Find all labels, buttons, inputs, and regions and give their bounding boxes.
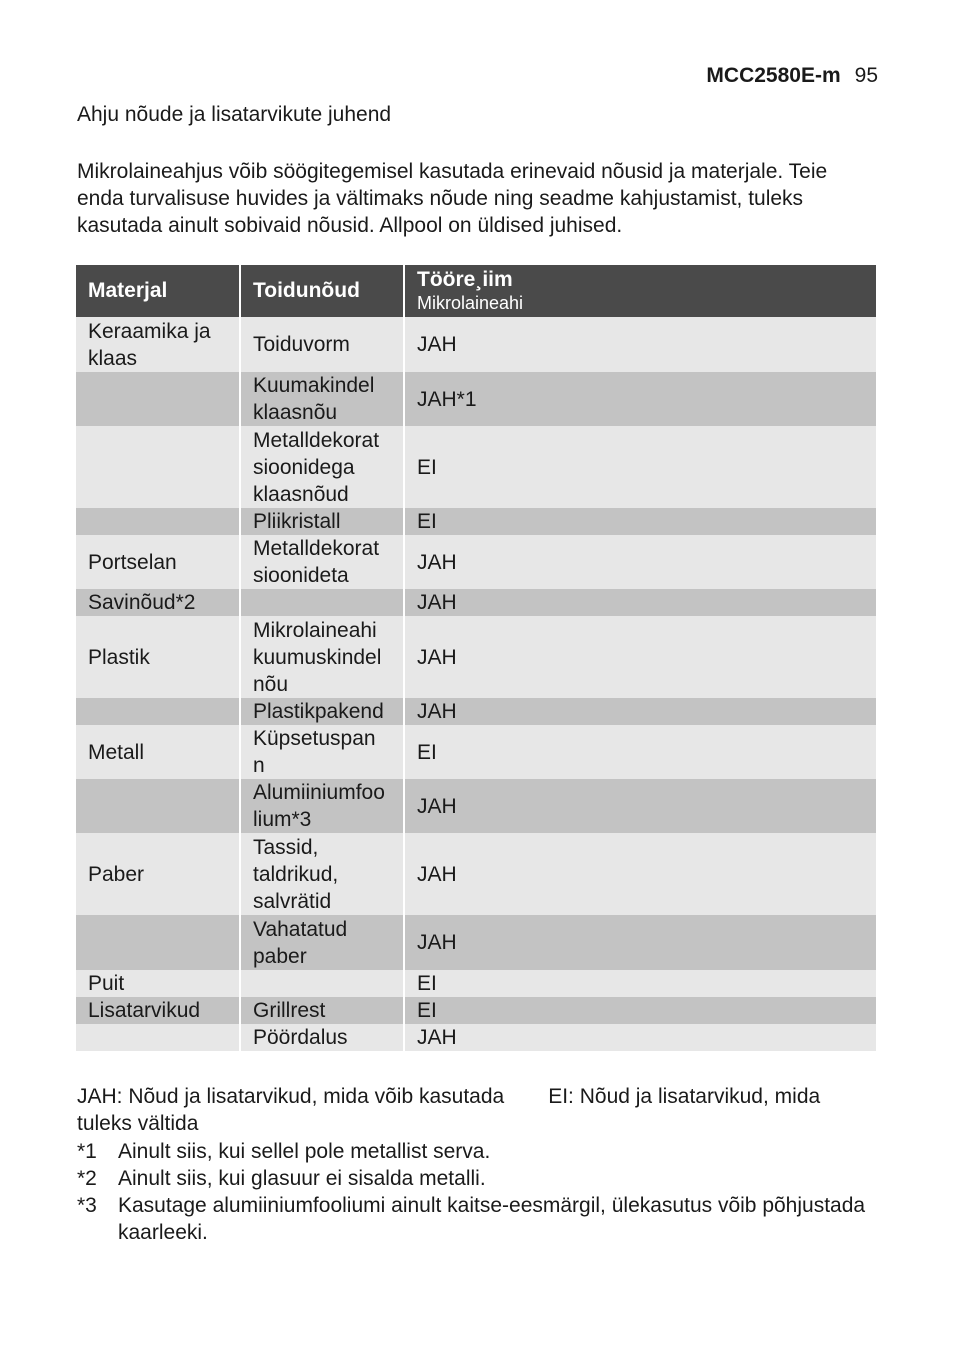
cell-cookware: Küpsetuspan n (240, 725, 404, 779)
header-mode (404, 265, 876, 317)
footnote-text: Kasutage alumiiniumfooliumi ainult kaitse-eesmärgil, ülekasutus võib põhjustada kaarleeki. (118, 1194, 866, 1244)
legend-yes: JAH: Nõud ja lisatarvikud, mida võib kasutada (77, 1085, 505, 1108)
table-row (76, 1024, 876, 1051)
legend-no: EI: Nõud ja lisatarvikud, mida (548, 1085, 821, 1108)
table-row (76, 997, 876, 1024)
cell-cookware: Pliikristall (240, 508, 404, 535)
cell-material (76, 698, 240, 725)
cell-usable: EI (404, 725, 876, 779)
cell-usable: JAH (404, 915, 876, 970)
header-mode-sub: Mikrolaineahi (417, 293, 524, 313)
header-mode-title: Tööre¸iim (417, 268, 513, 291)
cell-material (76, 779, 240, 833)
cell-usable: EI (404, 426, 876, 508)
footnote (77, 1165, 877, 1192)
cell-material (76, 915, 240, 970)
table-row (76, 426, 876, 508)
cell-usable: JAH (404, 589, 876, 616)
cell-material: Puit (76, 970, 240, 997)
cell-usable: JAH (404, 1024, 876, 1051)
cell-cookware: Kuumakindel klaasnõu (240, 372, 404, 426)
table-row (76, 508, 876, 535)
cell-usable: JAH (404, 698, 876, 725)
table-row (76, 725, 876, 779)
cell-material: Lisatarvikud (76, 997, 240, 1024)
cell-cookware: Metalldekorat sioonideta (240, 535, 404, 589)
header-material: Materjal (76, 265, 240, 317)
footnote-mark: *1 (77, 1140, 97, 1163)
legend-no-continued: tuleks vältida (77, 1112, 199, 1135)
cell-cookware: Toiduvorm (240, 317, 404, 372)
cell-usable: JAH (404, 833, 876, 915)
cell-cookware: Mikrolaineahi kuumuskindel nõu (240, 616, 404, 698)
cell-usable: EI (404, 970, 876, 997)
cell-material: Keraamika ja klaas (76, 317, 240, 372)
cell-material: Paber (76, 833, 240, 915)
table-row (76, 616, 876, 698)
cell-material: Portselan (76, 535, 240, 589)
page-number: 95 (854, 64, 878, 87)
footnote-mark: *2 (77, 1167, 97, 1190)
cell-usable: EI (404, 997, 876, 1024)
footnotes (77, 1138, 877, 1246)
cell-material: Savinõud*2 (76, 589, 240, 616)
cell-cookware: Plastikpakend (240, 698, 404, 725)
cell-material (76, 372, 240, 426)
table-row (76, 779, 876, 833)
model-number: MCC2580E-m (706, 64, 841, 87)
cell-cookware: Alumiiniumfoo lium*3 (240, 779, 404, 833)
cell-material (76, 1024, 240, 1051)
table-header-row (76, 265, 876, 317)
cell-material (76, 508, 240, 535)
cell-cookware: Vahatatud paber (240, 915, 404, 970)
cell-usable: JAH (404, 616, 876, 698)
cell-cookware (240, 589, 404, 616)
cell-usable: JAH*1 (404, 372, 876, 426)
cell-material (76, 426, 240, 508)
footnote-mark: *3 (77, 1194, 97, 1217)
table-row (76, 535, 876, 589)
intro-paragraph: Mikrolaineahjus võib söögitegemisel kasutada erinevaid nõusid ja materjale. Teie enda turvalisuse huvides ja vältimaks nõude ning seadme kahjustamist, tuleks kasutada ainult sobivaid nõusid. Allpool on üldised juhised. (77, 160, 828, 237)
cell-usable: EI (404, 508, 876, 535)
table-body (76, 317, 876, 1051)
table-row (76, 970, 876, 997)
legend (77, 1083, 877, 1137)
cell-cookware: Metalldekorat sioonidega klaasnõud (240, 426, 404, 508)
cookware-guide-table (76, 265, 876, 1051)
header-cookware: Toidunõud (240, 265, 404, 317)
footnote (77, 1138, 877, 1165)
table-row (76, 698, 876, 725)
cell-material: Plastik (76, 616, 240, 698)
cell-cookware (240, 970, 404, 997)
table-row (76, 589, 876, 616)
table-row (76, 833, 876, 915)
table-row (76, 915, 876, 970)
cell-usable: JAH (404, 779, 876, 833)
page-title: Ahju nõude ja lisatarvikute juhend (77, 103, 392, 126)
cell-cookware: Pöördalus (240, 1024, 404, 1051)
footnote-text: Ainult siis, kui glasuur ei sisalda metalli. (118, 1167, 486, 1190)
cell-usable: JAH (404, 535, 876, 589)
cell-cookware: Grillrest (240, 997, 404, 1024)
cell-material: Metall (76, 725, 240, 779)
cell-cookware: Tassid, taldrikud, salvrätid (240, 833, 404, 915)
page-header (706, 64, 878, 88)
footnote (77, 1192, 877, 1246)
cell-usable: JAH (404, 317, 876, 372)
footnote-text: Ainult siis, kui sellel pole metallist serva. (118, 1140, 491, 1163)
table-row (76, 372, 876, 426)
table-row (76, 317, 876, 372)
